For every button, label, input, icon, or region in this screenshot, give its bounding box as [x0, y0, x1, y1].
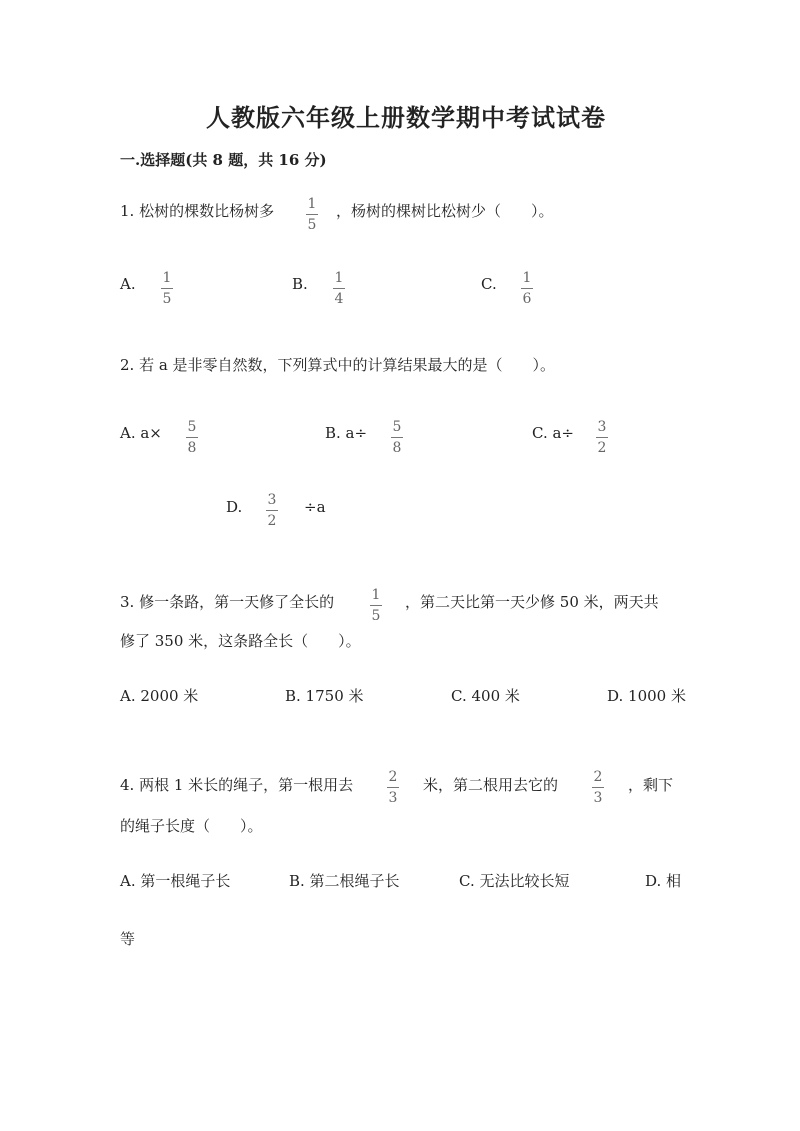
question-2-text: 2. 若 a 是非零自然数，下列算式中的计算结果最大的是（ ）。: [120, 356, 556, 374]
fraction-denominator: 8: [187, 440, 197, 456]
option-c-label[interactable]: C.: [481, 275, 497, 293]
option-a-label[interactable]: A. a×: [120, 424, 162, 442]
option-d-suffix: ÷a: [304, 498, 326, 516]
fraction-numerator: 2: [593, 769, 603, 785]
option-c-label[interactable]: C. a÷: [532, 424, 574, 442]
option-c-fraction: [596, 419, 608, 456]
section-heading: 一.选择题(共 8 题，共 16 分): [120, 151, 327, 169]
option-d[interactable]: D. 1000 米: [607, 687, 686, 705]
option-a[interactable]: A. 第一根绳子长: [120, 872, 231, 890]
fraction-denominator: 5: [371, 608, 381, 624]
fraction-numerator: 5: [187, 419, 197, 435]
option-b-label[interactable]: B.: [292, 275, 308, 293]
fraction-bar: [387, 787, 399, 788]
fraction-numerator: 1: [334, 270, 344, 286]
question-4-text-end: ，剩下: [628, 776, 674, 794]
question-4-text-line2: 的绳子长度（ ）。: [120, 817, 263, 835]
option-d-overflow: 等: [120, 930, 136, 948]
question-3-text-line2: 修了 350 米，这条路全长（ ）。: [120, 632, 361, 650]
fraction-numerator: 3: [267, 492, 277, 508]
fraction-denominator: 5: [307, 217, 317, 233]
question-3-text-end: ，第二天比第一天少修 50 米，两天共: [405, 593, 659, 611]
fraction-denominator: 3: [593, 790, 603, 806]
fraction-numerator: 5: [392, 419, 402, 435]
fraction-bar: [186, 437, 198, 438]
fraction-numerator: 3: [597, 419, 607, 435]
fraction-bar: [596, 437, 608, 438]
question-1-text-start: 1. 松树的棵数比杨树多: [120, 202, 275, 220]
fraction-bar: [266, 510, 278, 511]
option-b[interactable]: B. 1750 米: [285, 687, 364, 705]
page-title: 人教版六年级上册数学期中考试试卷: [206, 103, 606, 132]
fraction-numerator: 1: [522, 270, 532, 286]
fraction-denominator: 2: [267, 513, 277, 529]
fraction-numerator: 1: [162, 270, 172, 286]
fraction-bar: [521, 288, 533, 289]
option-b[interactable]: B. 第二根绳子长: [289, 872, 400, 890]
option-a-fraction: [186, 419, 198, 456]
fraction-denominator: 5: [162, 291, 172, 307]
option-b-label[interactable]: B. a÷: [325, 424, 368, 442]
question-1-text-end: ，杨树的棵树比松树少（ ）。: [336, 202, 554, 220]
question-3-fraction: [370, 587, 382, 624]
fraction-denominator: 3: [388, 790, 398, 806]
option-d-fraction: [266, 492, 278, 529]
question-4-text-start: 4. 两根 1 米长的绳子，第一根用去: [120, 776, 354, 794]
option-c-fraction: [521, 270, 533, 307]
option-c[interactable]: C. 400 米: [451, 687, 520, 705]
fraction-bar: [391, 437, 403, 438]
fraction-denominator: 6: [522, 291, 532, 307]
option-c[interactable]: C. 无法比较长短: [459, 872, 570, 890]
fraction-bar: [333, 288, 345, 289]
question-4-fraction-1: [387, 769, 399, 806]
fraction-numerator: 1: [307, 196, 317, 212]
option-a-fraction: [161, 270, 173, 307]
fraction-denominator: 8: [392, 440, 402, 456]
question-1-fraction: [306, 196, 318, 233]
question-4-fraction-2: [592, 769, 604, 806]
fraction-bar: [592, 787, 604, 788]
fraction-denominator: 2: [597, 440, 607, 456]
option-a[interactable]: A. 2000 米: [120, 687, 199, 705]
fraction-bar: [370, 605, 382, 606]
fraction-numerator: 2: [388, 769, 398, 785]
option-a-label[interactable]: A.: [120, 275, 136, 293]
option-b-fraction: [333, 270, 345, 307]
question-3-text-start: 3. 修一条路，第一天修了全长的: [120, 593, 335, 611]
fraction-denominator: 4: [334, 291, 344, 307]
option-d[interactable]: D. 相: [645, 872, 682, 890]
fraction-numerator: 1: [371, 587, 381, 603]
fraction-bar: [161, 288, 173, 289]
option-b-fraction: [391, 419, 403, 456]
fraction-bar: [306, 214, 318, 215]
option-d-label[interactable]: D.: [226, 498, 243, 516]
question-4-text-middle: 米，第二根用去它的: [423, 776, 559, 794]
